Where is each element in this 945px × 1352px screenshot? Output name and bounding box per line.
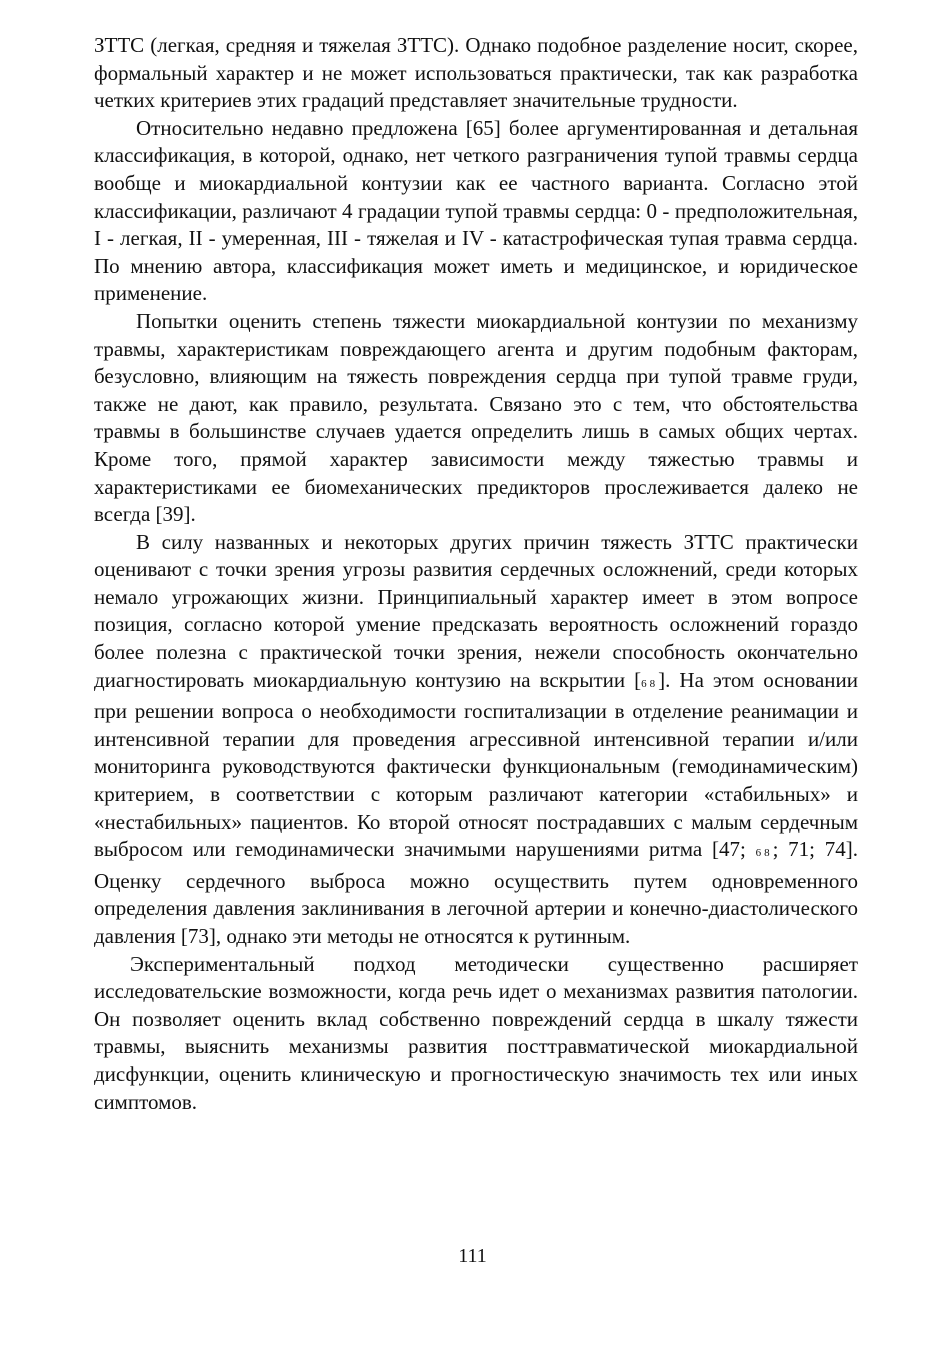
page-number: 111: [458, 1245, 487, 1267]
paragraph-1: ЗТТС (легкая, средняя и тяжелая ЗТТС). Однако подобное разделение носит, скорее, формальный характер и не может использоваться практически, так как разработка четких критериев этих градаций представляет значительные трудности.: [94, 33, 858, 113]
paragraph-2: Относительно недавно предложена [65] более аргументированная и детальная классификация, в которой, однако, нет четкого разграничения тупой травмы сердца вообще и миокардиальной контузии как ее частного варианта. Согласно этой классификации, различают 4 градации тупой травмы сердца: 0 - предположительная, I - легкая, II - умеренная, III - тяжелая и IV - катастрофическая тупая травма сердца. По мнению автора, классификация может иметь и медицинское, и юридическое применение.: [94, 115, 858, 306]
document-body: [94, 32, 858, 1116]
paragraph-5: Экспериментальный подход методически существенно расширяет исследовательские возможности, когда речь идет о механизмах развития патологии. Он позволяет оценить вклад собственно повреждений сердца в шкалу тяжести травмы, выяснить механизмы развития посттравматической миокардиальной дисфункции, оценить клиническую и прогностическую значимость тех или иных симптомов.: [94, 951, 858, 1114]
paragraph-3: Попытки оценить степень тяжести миокардиальной контузии по механизму травмы, характеристикам повреждающего агента и другим подобным факторам, безусловно, влияющим на тяжесть повреждения сердца при тупой травме груди, также не дают, как правило, результата. Связано это с тем, что обстоятельства травмы в большинстве случаев удается определить лишь в самых общих чертах. Кроме того, прямой характер зависимости между тяжестью травмы и характеристиками ее биомеханических предикторов прослеживается далеко не всегда [39].: [94, 308, 858, 527]
reference-68-second: 68: [755, 847, 773, 860]
paragraph-4-part-3: ; 71; 74]. Оценку сердечного выброса можно осуществить путем одновременного определения давления заклинивания в легочной артерии и конечно-диастолического давления [73], однако эти методы не относятся к рутинным.: [94, 837, 858, 948]
paragraph-4-part-1: В силу названных и некоторых других причин тяжесть ЗТТС практически оценивают с точки зрения угрозы развития сердечных осложнений, среди которых немало угрожающих жизни. Принципиальный характер имеет в этом вопросе позиция, согласно которой умение предсказать вероятность осложнений гораздо более полезна с практической точки зрения, нежели способность окончательно диагностировать миокардиальную контузию на вскрытии [: [94, 529, 858, 692]
paragraph-4: [94, 529, 858, 951]
reference-68-first: 68: [641, 677, 659, 690]
paragraph-4-part-2: ]. На этом основании при решении вопроса о необходимости госпитализации в отделение реанимации и интенсивной терапии для проведения агрессивной интенсивной терапии и/или мониторинга руководствуются фактически функциональным (гемодинамическим) критерием, в соответствии с которым различают категории «стабильных» и «нестабильных» пациентов. Ко второй относят пострадавших с малым сердечным выбросом или гемодинамически значимыми нарушениями ритма [47;: [94, 667, 858, 862]
